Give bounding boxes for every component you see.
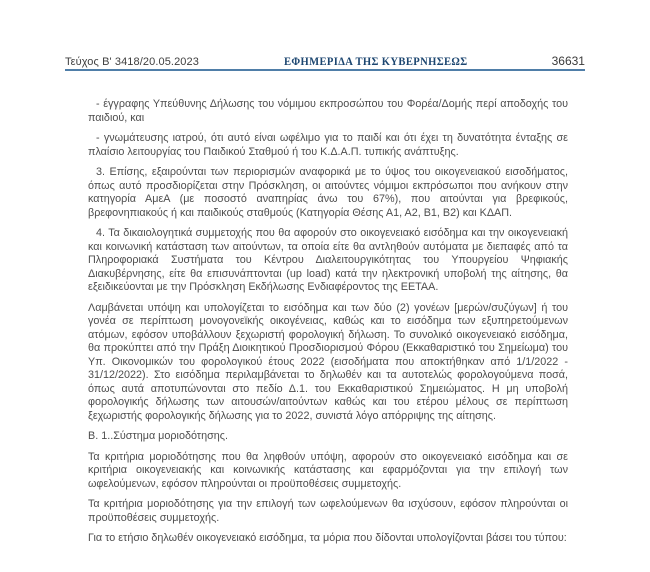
gazette-masthead-title: ΕΦΗΜΕΡΙΔΑ ΤΗΣ ΚΥΒΕΡΝΗΣΕΩΣ: [283, 56, 468, 68]
body-paragraph: Για το ετήσιο δηλωθέν οικογενειακό εισόδημα, τα μόρια που δίδονται υπολογίζονται βάσει του τύπου:: [88, 532, 567, 544]
page-number: 36631: [551, 54, 585, 68]
body-paragraph: Λαμβάνεται υπόψη και υπολογίζεται το εισόδημα και των δύο (2) γονέων [μερών/συζύγων] ή του γονέα σε περίπτωση μονογονεϊκής οικογένειας, καθώς και το εισόδημα των εξυπηρετούμενων ατόμων, εφόσον υποβάλλουν ξεχωριστή φορολογική δήλωση. Το συνολικό οικογενειακό εισόδημα, θα προκύπτει από την Πράξη Διοικητικού Προσδιορισμού Φόρου (Εκκαθαριστικό του Σημείωμα) του Υπ. Οικονομικών του φορολογικού έτους 2022 (εισοδήματα που αποκτήθηκαν από 1/1/2022 - 31/12/2022). Στο εισόδημα περιλαμβάνεται το δηλωθέν και τα αυτοτελώς φορολογούμενα ποσά, όπως αυτά αποτυπώνονται στο πεδίο Δ.1. του Εκκαθαριστικού Σημειώματος. Η μη υποβολή φορολογικής δήλωσης των αιτουσών/αιτούντων καθώς και του ετέρου μέλους σε περίπτωση ξεχωριστής φορολογικής δήλωσης για το 2022, συνιστά λόγο απόρριψης της αίτησης.: [88, 301, 568, 422]
body-paragraph: - γνωμάτευσης ιατρού, ότι αυτό είναι ωφέλιμο για το παιδί και ότι έχει τη δυνατότητα ένταξης σε πλαίσιο λειτουργίας του Παιδικού Σταθμού ή του Κ.Δ.Α.Π. τυπικής ανάπτυξης.: [88, 132, 568, 158]
body-paragraph: - έγγραφης Υπεύθυνης Δήλωσης του νόμιμου εκπροσώπου του Φορέα/Δομής περί αποδοχής του παιδιού, και: [88, 98, 568, 124]
section-heading: Β. 1..Σύστημα μοριοδότησης.: [88, 430, 228, 442]
body-paragraph: 4. Τα δικαιολογητικά συμμετοχής που θα αφορούν στο οικογενειακό εισόδημα και την οικογενειακή και κοινωνική κατάσταση των αιτούντων, τα οποία είτε θα αντληθούν αυτόματα με διεπαφές από τα Πληροφοριακά Συστήματα του Κέντρου Διαλειτουργικότητας του Υπουργείου Ψηφιακής Διακυβέρνησης, είτε θα επισυνάπτονται (up load) κατά την ηλεκτρονική υποβολή της αίτησης, θα εξειδικεύονται με την Πρόσκληση Εκδήλωσης Ενδιαφέροντος της ΕΕΤΑΑ.: [88, 227, 568, 293]
body-paragraph: 3. Επίσης, εξαιρούνται των περιορισμών αναφορικά με το ύψος του οικογενειακού εισοδήματος, όπως αυτό προσδιορίζεται στην Πρόσκληση, οι αιτούντες νόμιμοι εκπρόσωποι που ανήκουν στην κατηγορία ΑμεΑ (με ποσοστό αναπηρίας άνω του 67%), που αιτούνται για βρεφικούς, βρεφονηπιακούς ή και παιδικούς σταθμούς (Κατηγορία Θέσης Α1, Α2, Β1, Β2) και ΚΔΑΠ.: [88, 166, 568, 219]
body-paragraph: Τα κριτήρια μοριοδότησης για την επιλογή των ωφελούμενων θα ισχύσουν, εφόσον πληρούνται οι προϋποθέσεις συμμετοχής.: [88, 498, 568, 524]
body-paragraph: Τα κριτήρια μοριοδότησης που θα ληφθούν υπόψη, αφορούν στο οικογενειακό εισόδημα και σε κριτήρια οικογενειακής και κοινωνικής κατάστασης και εφαρμόζονται για την επιλογή των ωφελούμενων, εφόσον πληρούνται οι προϋποθέσεις συμμετοχής.: [88, 450, 568, 490]
document-body: [88, 98, 568, 553]
gazette-header: [65, 50, 585, 68]
issue-label: Τεύχος Β' 3418/20.05.2023: [65, 56, 199, 68]
header-rule-divider: [65, 69, 585, 71]
